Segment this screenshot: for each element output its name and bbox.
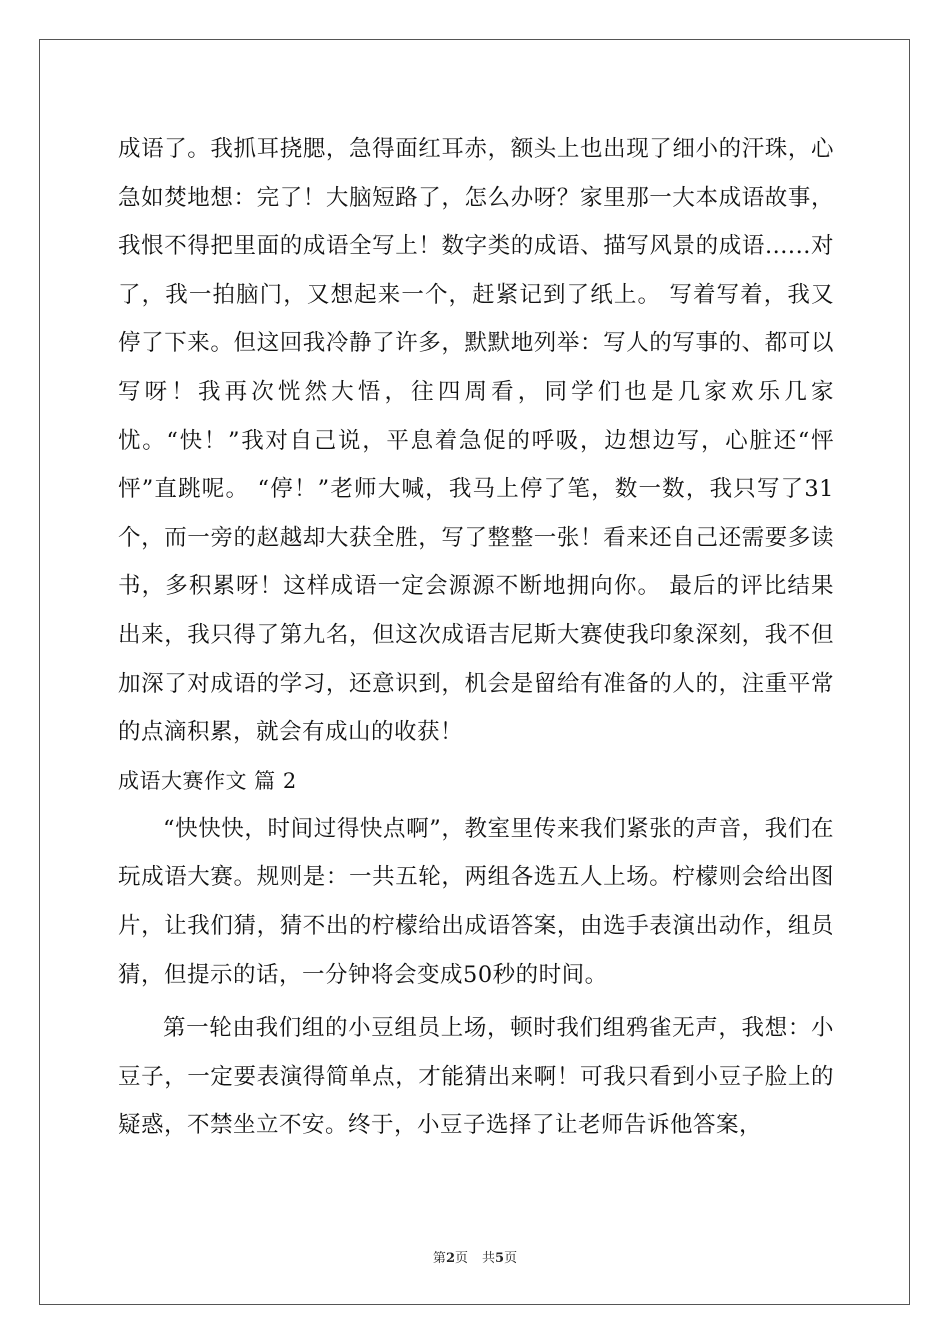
paragraph: 第一轮由我们组的小豆组员上场，顿时我们组鸦雀无声，我想：小豆子，一定要表演得简单点，才能猜出来啊！可我只看到小豆子脸上的疑惑，不禁坐立不安。终于，小豆子选择了让老师告诉他答案， (118, 1015, 834, 1139)
total-prefix: 共 (482, 1251, 496, 1266)
section-heading: 成语大赛作文 篇 2 (118, 768, 297, 793)
total-pages-number: 5 (495, 1251, 505, 1266)
page-prefix: 第 (432, 1251, 446, 1266)
total-suffix: 页 (504, 1251, 518, 1266)
page-suffix: 页 (454, 1251, 468, 1266)
page-footer (0, 1247, 950, 1266)
current-page-number: 2 (445, 1251, 455, 1266)
paragraph: “快快快，时间过得快点啊”，教室里传来我们紧张的声音，我们在玩成语大赛。规则是：一共五轮，两组各选五人上场。柠檬则会给出图片，让我们猜，猜不出的柠檬给出成语答案，由选手表演出动作，组员猜，但提示的话，一分钟将会变成50秒的时间。 (118, 815, 834, 988)
document-body (118, 125, 834, 1150)
paragraph-continued: 成语了。我抓耳挠腮，急得面红耳赤，额头上也出现了细小的汗珠，心急如焚地想：完了！大脑短路了，怎么办呀？家里那一大本成语故事，我恨不得把里面的成语全写上！数字类的成语、描写风景的成语......对了，我一拍脑门，又想起来一个，赶紧记到了纸上。 写着写着，我又停了下来。但这回我冷静了许多，默默地列举：写人的写事的、都可以写呀！我再次恍然大悟，往四周看，同学们也是几家欢乐几家忧。“快！”我对自己说，平息着急促的呼吸，边想边写，心脏还“怦怦”直跳呢。 “停！”老师大喊，我马上停了笔，数一数，我只写了31个，而一旁的赵越却大获全胜，写了整整一张！看来还自己还需要多读书，多积累呀！这样成语一定会源源不断地拥向你。 最后的评比结果出来，我只得了第九名，但这次成语吉尼斯大赛使我印象深刻，我不但加深了对成语的学习，还意识到，机会是留给有准备的人的，注重平常的点滴积累，就会有成山的收获！ (118, 136, 834, 746)
